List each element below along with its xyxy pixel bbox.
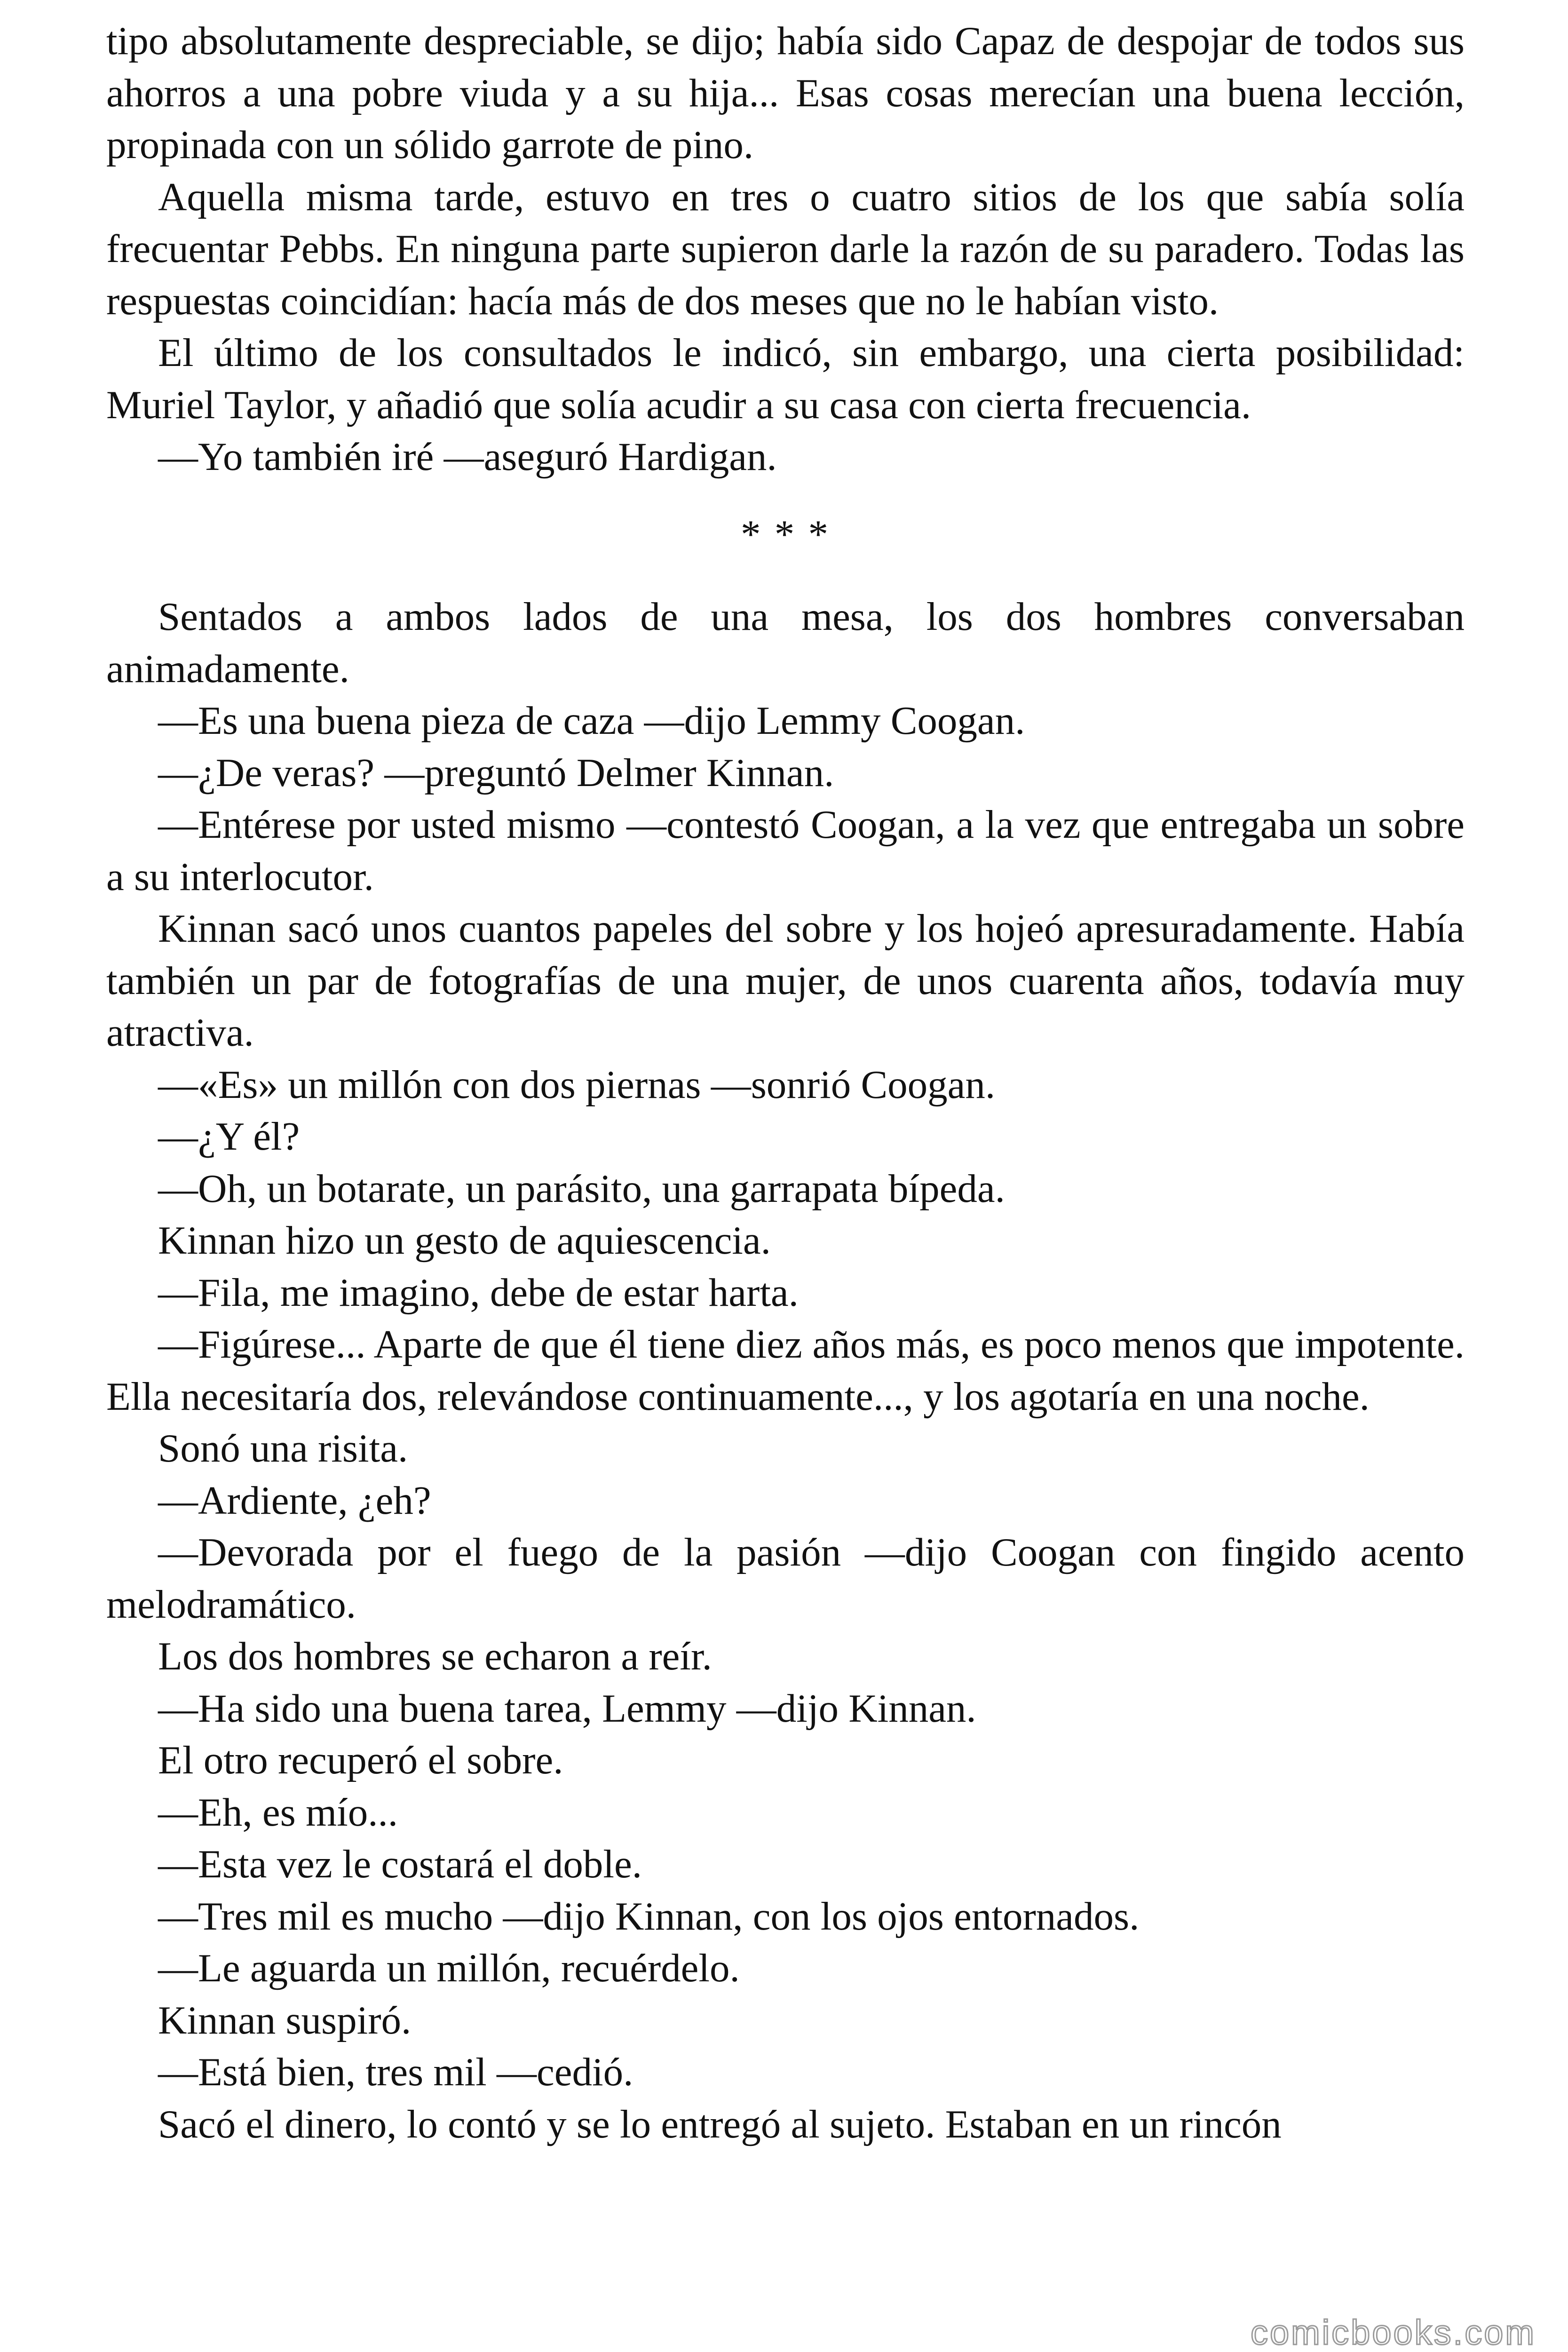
paragraph: —Es una buena pieza de caza —dijo Lemmy Coogan. <box>158 699 1025 743</box>
paragraph: Kinnan sacó unos cuantos papeles del sobre y los hojeó apresuradamente. Había también un par de fotografías de una mujer, de unos cuarenta años, todavía muy atractiva. <box>106 906 1465 1055</box>
paragraph: Kinnan suspiró. <box>158 1998 412 2042</box>
paragraph: —Figúrese... Aparte de que él tiene diez años más, es poco menos que impotente. Ella necesitaría dos, relevándose continuamente..., y los agotaría en una noche. <box>106 1322 1465 1419</box>
paragraph: tipo absolutamente despreciable, se dijo; había sido Capaz de despojar de todos sus ahorros a una pobre viuda y a su hija... Esas cosas merecían una buena lección, propinada con un sólido garrote de pino. <box>106 19 1465 167</box>
paragraph: El otro recuperó el sobre. <box>158 1738 563 1782</box>
paragraph: Kinnan hizo un gesto de aquiescencia. <box>158 1218 771 1263</box>
paragraph: —Fila, me imagino, debe de estar harta. <box>158 1270 799 1315</box>
paragraph: —Devorada por el fuego de la pasión —dijo Coogan con fingido acento melodramático. <box>106 1530 1465 1627</box>
paragraph: —Le aguarda un millón, recuérdelo. <box>158 1946 740 1990</box>
page-body <box>106 15 1465 2150</box>
paragraph: —Yo también iré —aseguró Hardigan. <box>158 435 777 479</box>
paragraph: Sonó una risita. <box>158 1426 408 1470</box>
paragraph: Sacó el dinero, lo contó y se lo entregó al sujeto. Estaban en un rincón <box>158 2102 1282 2146</box>
paragraph: —¿De veras? —preguntó Delmer Kinnan. <box>158 750 834 795</box>
paragraph: Los dos hombres se echaron a reír. <box>158 1634 712 1678</box>
paragraph: —Tres mil es mucho —dijo Kinnan, con los ojos entornados. <box>158 1894 1140 1939</box>
watermark-logo: comicbooks.com <box>1250 2313 1536 2352</box>
paragraph: Aquella misma tarde, estuvo en tres o cuatro sitios de los que sabía solía frecuentar Pebbs. En ninguna parte supieron darle la razón de su paradero. Todas las respuestas coincidían: hacía más de dos meses que no le habían visto. <box>106 175 1465 323</box>
paragraph: —Está bien, tres mil —cedió. <box>158 2050 634 2094</box>
paragraph: —Entérese por usted mismo —contestó Coogan, a la vez que entregaba un sobre a su interlocutor. <box>106 803 1465 899</box>
paragraph: Sentados a ambos lados de una mesa, los dos hombres conversaban animadamente. <box>106 595 1465 691</box>
paragraph: —Eh, es mío... <box>158 1790 398 1835</box>
paragraph: El último de los consultados le indicó, sin embargo, una cierta posibilidad: Muriel Taylor, y añadió que solía acudir a su casa con cierta frecuencia. <box>106 331 1465 427</box>
paragraph: —Esta vez le costará el doble. <box>158 1842 642 1886</box>
paragraph: —«Es» un millón con dos piernas —sonrió Coogan. <box>158 1062 996 1107</box>
section-separator: * * * <box>741 512 830 556</box>
paragraph: —Ha sido una buena tarea, Lemmy —dijo Kinnan. <box>158 1686 976 1731</box>
paragraph: —Ardiente, ¿eh? <box>158 1478 431 1523</box>
paragraph: —¿Y él? <box>158 1114 300 1159</box>
paragraph: —Oh, un botarate, un parásito, una garrapata bípeda. <box>158 1166 1005 1211</box>
